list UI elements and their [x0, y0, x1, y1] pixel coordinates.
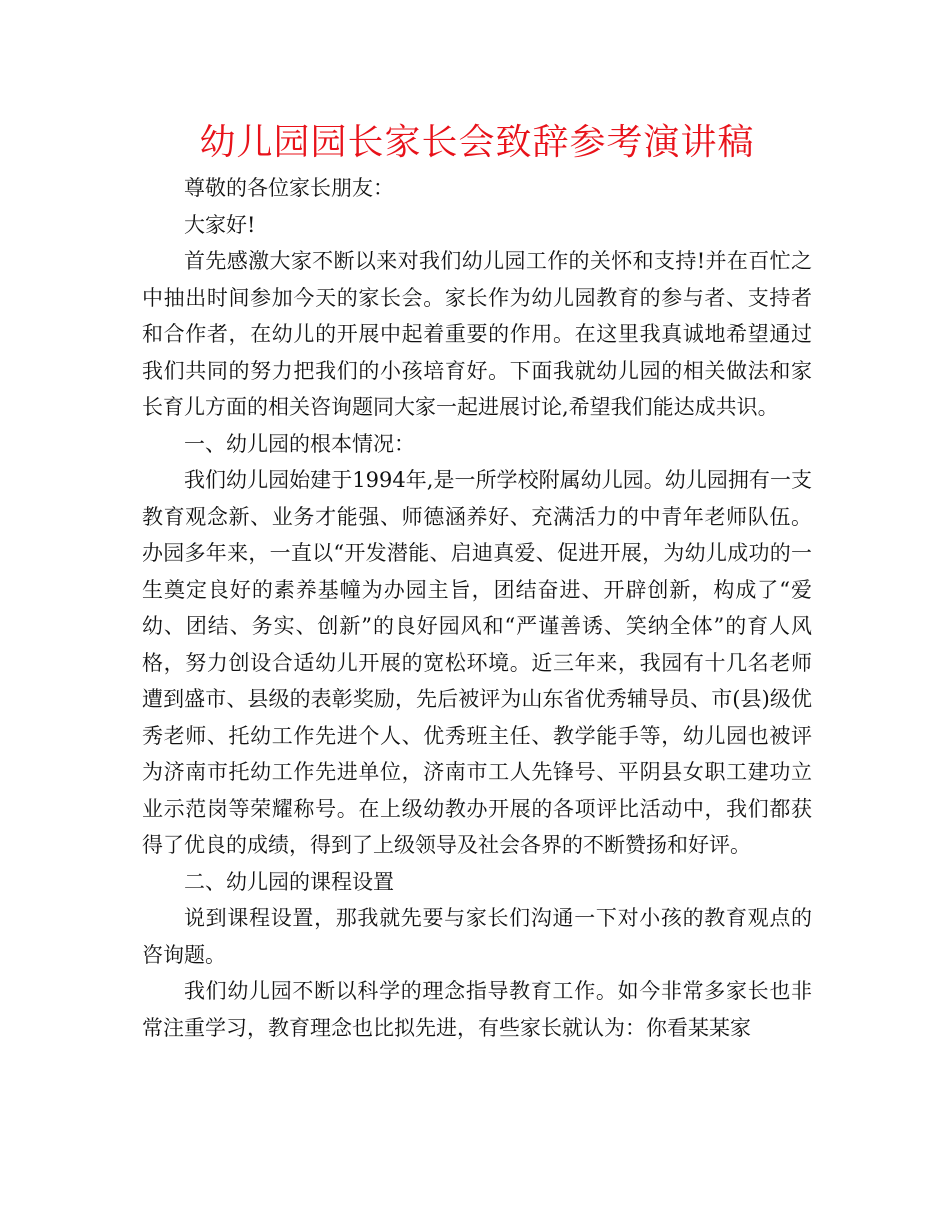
- paragraph-intro: 首先感激大家不断以来对我们幼儿园工作的关怀和支持!并在百忙之中抽出时间参加今天的家长会。家长作为幼儿园教育的参与者、支持者和合作者，在幼儿的开展中起着重要的作用。在这里我真诚地希望通过我们共同的努力把我们的小孩培育好。下面我就幼儿园的相关做法和家长育儿方面的相关咨询题同大家一起进展讨论,希望我们能达成共识。: [142, 249, 812, 419]
- document-title: 幼儿园园长家长会致辞参考演讲稿: [199, 122, 755, 163]
- section-heading-curriculum: 二、幼儿园的课程设置: [184, 869, 394, 894]
- paragraph-greeting: 大家好!: [184, 212, 256, 237]
- document-page: [142, 118, 812, 1046]
- paragraph-curriculum-body: 我们幼儿园不断以科学的理念指导教育工作。如今非常多家长也非常注重学习，教育理念也比拟先进，有些家长就认为：你看某某家: [142, 979, 812, 1040]
- paragraph-basic-info: 我们幼儿园始建于1994年,是一所学校附属幼儿园。幼儿园拥有一支教育观念新、业务才能强、师德涵养好、充满活力的中青年老师队伍。办园多年来，一直以“开发潜能、启迪真爱、促进开展，为幼儿成功的一生奠定良好的素养基幢为办园主旨，团结奋进、开辟创新，构成了“爱幼、团结、务实、创新”的良好园风和“严谨善诱、笑纳全体”的育人风格，努力创设合适幼儿开展的宽松环境。近三年来，我园有十几名老师遭到盛市、县级的表彰奖励，先后被评为山东省优秀辅导员、市(县)级优秀老师、托幼工作先进个人、优秀班主任、教学能手等，幼儿园也被评为济南市托幼工作先进单位，济南市工人先锋号、平阴县女职工建功立业示范岗等荣耀称号。在上级幼教办开展的各项评比活动中，我们都获得了优良的成绩，得到了上级领导及社会各界的不断赞扬和好评。: [142, 468, 812, 857]
- paragraph-curriculum-intro: 说到课程设置，那我就先要与家长们沟通一下对小孩的教育观点的咨询题。: [142, 906, 812, 967]
- section-heading-basic-info: 一、幼儿园的根本情况：: [184, 431, 415, 456]
- paragraph-salutation: 尊敬的各位家长朋友：: [184, 176, 394, 200]
